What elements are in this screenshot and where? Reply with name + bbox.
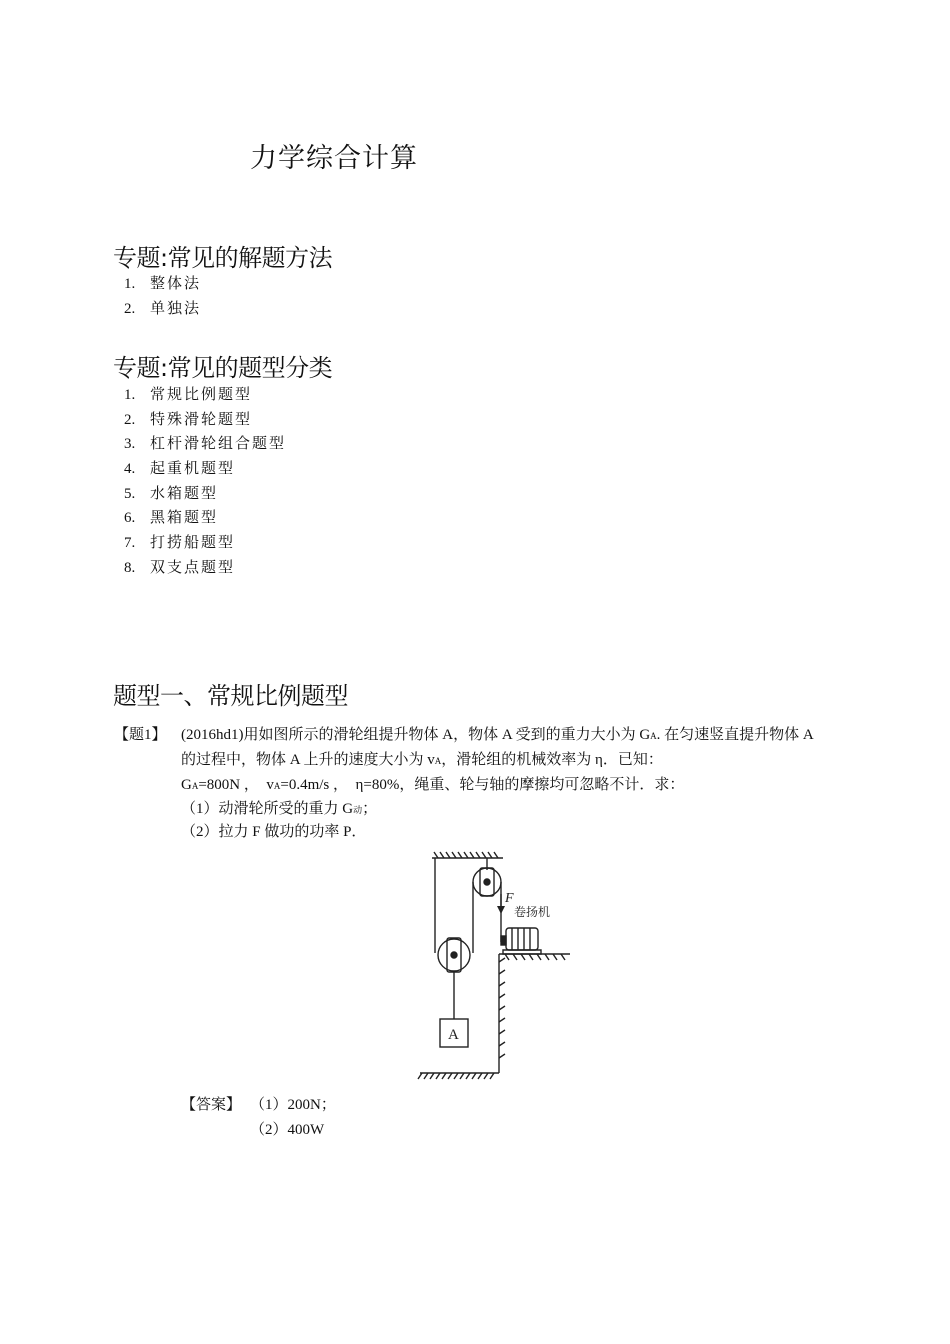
list-item <box>124 432 286 457</box>
list-item-label: 起重机题型 <box>150 461 236 478</box>
section-one-heading: 题型一、常规比例题型 <box>113 682 348 710</box>
wall-hatch <box>499 958 505 1058</box>
list-item-number: 1. <box>124 276 136 292</box>
force-label: F <box>505 891 514 906</box>
winch-label: 卷扬机 <box>514 905 551 919</box>
ceiling-hatch <box>434 852 498 858</box>
list-item-number: 7. <box>124 535 136 552</box>
winch-base <box>503 950 541 954</box>
block-label: A <box>448 1027 459 1043</box>
list-item-label: 整体法 <box>150 276 202 292</box>
answer-line-2: （2）400W <box>250 1122 325 1138</box>
list-item <box>124 272 201 297</box>
document-title: 力学综合计算 <box>250 143 418 174</box>
floor-hatch <box>418 1073 494 1079</box>
list-item-label: 水箱题型 <box>150 485 219 502</box>
types-list <box>124 383 286 581</box>
ledge-hatch <box>505 954 565 960</box>
list-item-number: 2. <box>124 411 136 428</box>
list-item-label: 打捞船题型 <box>150 535 236 552</box>
types-heading: 专题:常见的题型分类 <box>113 354 333 382</box>
list-item-label: 单独法 <box>150 300 202 317</box>
fixed-pulley-axle <box>484 879 490 885</box>
list-item <box>124 482 286 507</box>
list-item-label: 杠杆滑轮组合题型 <box>150 436 287 453</box>
list-item-number: 4. <box>124 461 136 478</box>
list-item-number: 2. <box>124 300 136 317</box>
list-item <box>124 506 286 531</box>
pulley-system-figure <box>415 850 590 1082</box>
list-item-number: 6. <box>124 510 136 527</box>
list-item <box>124 457 286 482</box>
list-item <box>124 408 286 433</box>
question-part-1: （1）动滑轮所受的重力 G动； <box>181 801 378 817</box>
list-item-number: 1. <box>124 387 136 403</box>
question-part-2: （2）拉力 F 做功的功率 P． <box>181 824 367 840</box>
question-givens: GA=800N ， vA=0.4m/s ， η=80%，绳重、轮与轴的摩擦均可忽略不计．求： <box>181 777 685 793</box>
answer-line-1: （1）200N； <box>250 1097 336 1113</box>
list-item <box>124 383 286 408</box>
methods-list <box>124 272 201 321</box>
list-item-label: 特殊滑轮题型 <box>150 411 253 428</box>
list-item-label: 黑箱题型 <box>150 510 219 527</box>
list-item <box>124 297 201 322</box>
winch-motor <box>506 928 538 950</box>
list-item-number: 5. <box>124 485 136 502</box>
list-item-label: 双支点题型 <box>150 559 236 576</box>
question-tag: 【题1】 <box>114 727 167 743</box>
list-item <box>124 531 286 556</box>
question-line-1: (2016hd1)用如图所示的滑轮组提升物体 A，物体 A 受到的重力大小为 GA. 在匀速竖直提升物体 A <box>181 727 814 743</box>
answer-tag: 【答案】 <box>181 1097 242 1113</box>
question-line-2: 的过程中，物体 A 上升的速度大小为 vA，滑轮组的机械效率为 η．已知： <box>181 752 663 768</box>
list-item <box>124 556 286 581</box>
force-arrow <box>497 894 505 914</box>
list-item-number: 8. <box>124 559 136 576</box>
methods-heading: 专题:常见的解题方法 <box>113 244 333 272</box>
winch-drum <box>501 936 506 945</box>
list-item-label: 常规比例题型 <box>150 387 253 403</box>
movable-pulley-axle <box>451 952 457 958</box>
question-body <box>181 723 886 843</box>
list-item-number: 3. <box>124 436 136 453</box>
